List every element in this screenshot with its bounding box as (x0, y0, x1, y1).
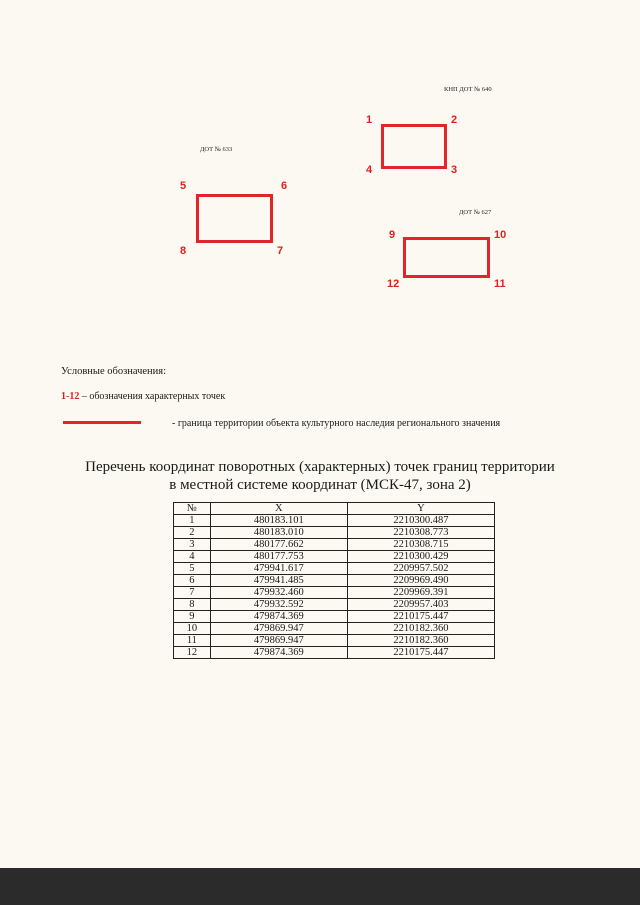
cell-number: 6 (174, 575, 211, 587)
cell-number: 10 (174, 623, 211, 635)
cell-x: 479869.947 (210, 623, 347, 635)
legend-boundary-line (63, 421, 141, 424)
cell-y: 2210182.360 (347, 635, 494, 647)
cell-x: 479874.369 (210, 647, 347, 659)
cell-number: 1 (174, 515, 211, 527)
cell-y: 2210308.773 (347, 527, 494, 539)
cell-number: 5 (174, 563, 211, 575)
coordinate-list-title-line2: в местной системе координат (МСК-47, зона 2) (169, 477, 471, 493)
cell-number: 11 (174, 635, 211, 647)
header-number: № (174, 503, 211, 515)
cell-y: 2210175.447 (347, 611, 494, 623)
cell-number: 12 (174, 647, 211, 659)
header-x: X (210, 503, 347, 515)
cell-x: 480177.662 (210, 539, 347, 551)
cell-y: 2209969.391 (347, 587, 494, 599)
table-row (174, 551, 495, 563)
cell-x: 480177.753 (210, 551, 347, 563)
point-label: 4 (366, 164, 373, 176)
boundary-dot-633 (196, 194, 273, 243)
table-row (174, 647, 495, 659)
cell-x: 479941.617 (210, 563, 347, 575)
point-label: 8 (180, 245, 187, 257)
point-label: 10 (494, 229, 507, 241)
legend-points-row (61, 391, 225, 402)
point-label: 7 (277, 245, 284, 257)
object-label-dot-627: ДОТ № 627 (459, 209, 492, 216)
point-label: 11 (494, 278, 506, 290)
coordinate-list-title (60, 458, 580, 494)
table-row (174, 527, 495, 539)
cell-y: 2210175.447 (347, 647, 494, 659)
header-y: Y (347, 503, 494, 515)
point-label: 2 (451, 114, 458, 126)
cell-x: 479869.947 (210, 635, 347, 647)
table-row (174, 575, 495, 587)
object-label-dot-633: ДОТ № 633 (200, 146, 233, 153)
cell-x: 479932.592 (210, 599, 347, 611)
cell-x: 479941.485 (210, 575, 347, 587)
table-row (174, 539, 495, 551)
cell-number: 9 (174, 611, 211, 623)
cell-x: 480183.101 (210, 515, 347, 527)
cell-number: 4 (174, 551, 211, 563)
point-label: 12 (387, 278, 400, 290)
table-header-row (174, 503, 495, 515)
legend-title: Условные обозначения: (61, 366, 167, 377)
table-row (174, 587, 495, 599)
table-row (174, 515, 495, 527)
point-label: 5 (180, 180, 187, 192)
legend-boundary-text: - граница территории объекта культурного наследия регионального значения (172, 418, 501, 429)
cell-number: 2 (174, 527, 211, 539)
cell-number: 7 (174, 587, 211, 599)
table-row (174, 611, 495, 623)
cell-y: 2209957.502 (347, 563, 494, 575)
cell-number: 3 (174, 539, 211, 551)
coordinate-list-title-line1: Перечень координат поворотных (характерных) точек границ территории (85, 459, 555, 475)
object-label-knp-640: КНП ДОТ № 640 (444, 86, 492, 93)
legend-points-range: 1-12 (61, 391, 80, 402)
boundary-dot-627 (403, 237, 490, 278)
cell-x: 480183.010 (210, 527, 347, 539)
table-row (174, 635, 495, 647)
cell-y: 2209969.490 (347, 575, 494, 587)
scan-bottom-border (0, 868, 640, 905)
cell-y: 2210182.360 (347, 623, 494, 635)
point-label: 3 (451, 164, 458, 176)
table-row (174, 599, 495, 611)
legend-points-text: – обозначения характерных точек (79, 391, 226, 402)
point-label: 9 (389, 229, 396, 241)
cell-y: 2210300.487 (347, 515, 494, 527)
cell-y: 2210300.429 (347, 551, 494, 563)
cell-y: 2210308.715 (347, 539, 494, 551)
point-label: 6 (281, 180, 288, 192)
table-row (174, 623, 495, 635)
table-row (174, 563, 495, 575)
cell-y: 2209957.403 (347, 599, 494, 611)
cell-x: 479932.460 (210, 587, 347, 599)
cell-number: 8 (174, 599, 211, 611)
cell-x: 479874.369 (210, 611, 347, 623)
point-label: 1 (366, 114, 373, 126)
coordinates-table (173, 502, 495, 659)
boundary-knp-640 (381, 124, 447, 169)
